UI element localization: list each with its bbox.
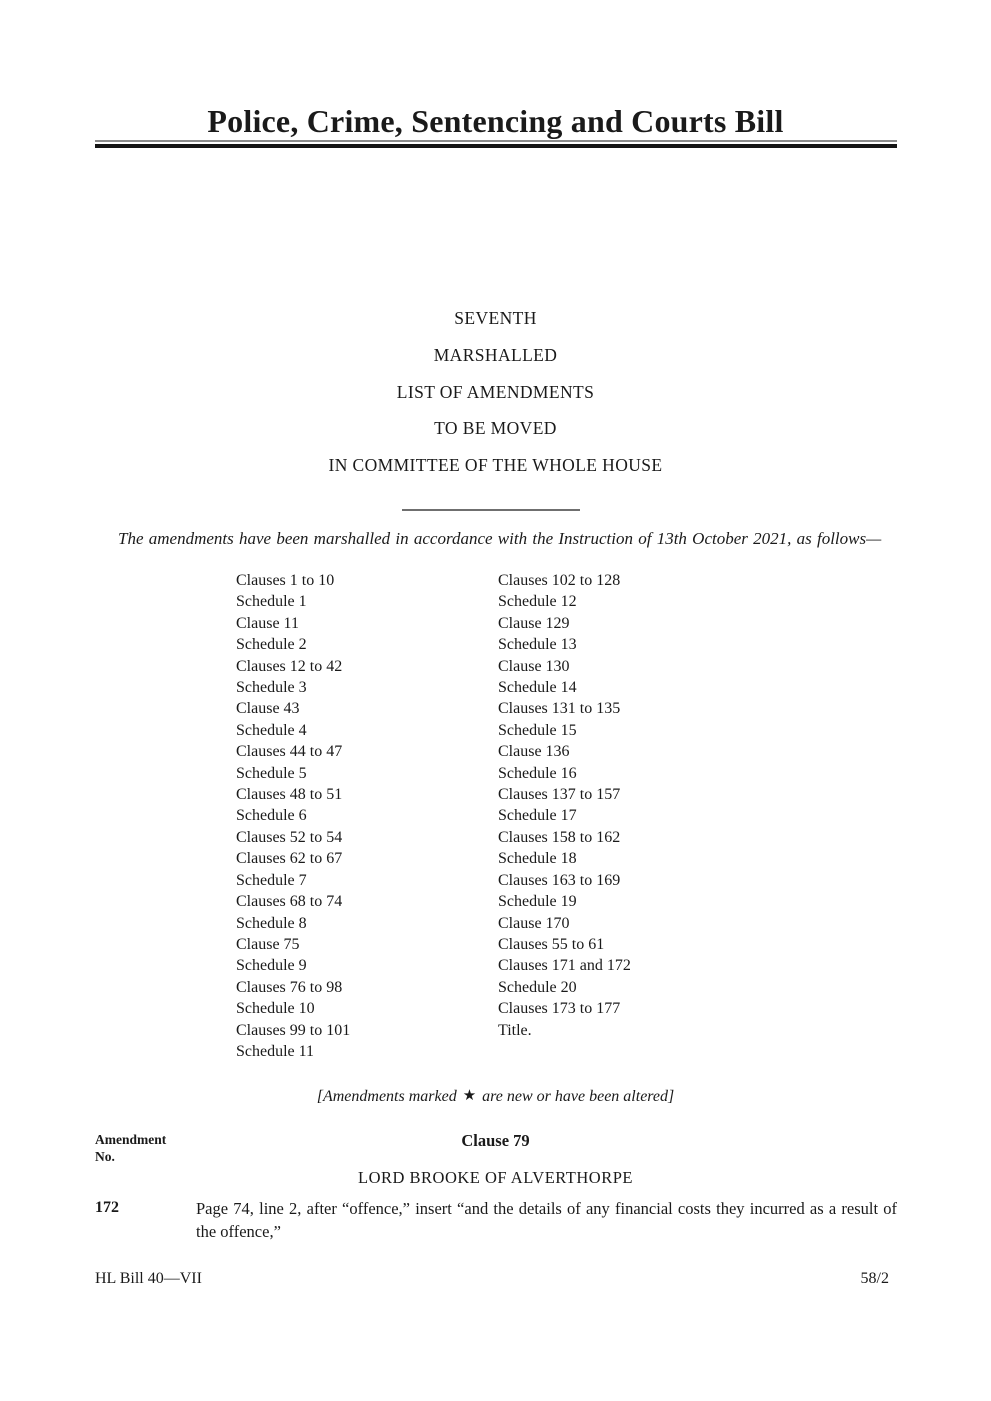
title-rule-thick-line <box>95 144 897 148</box>
star-note-prefix: [Amendments marked <box>316 1088 457 1105</box>
order-item: Schedule 17 <box>498 807 577 825</box>
order-item: Clauses 44 to 47 <box>236 743 343 761</box>
order-item: Schedule 20 <box>498 978 577 996</box>
section-divider-rule <box>402 509 580 511</box>
order-item: Schedule 8 <box>236 914 307 932</box>
document-headings <box>0 300 991 484</box>
heading-line-committee: IN COMMITTEE OF THE WHOLE HOUSE <box>328 455 663 476</box>
order-item: Schedule 7 <box>236 871 307 889</box>
clause-heading: Clause 79 <box>461 1131 530 1150</box>
mover-name: LORD BROOKE OF ALVERTHORPE <box>358 1168 633 1187</box>
order-item: Clauses 1 to 10 <box>236 572 335 589</box>
order-item: Schedule 3 <box>236 679 307 697</box>
title-double-rule <box>95 140 897 148</box>
order-item: Schedule 12 <box>498 593 577 611</box>
order-item: Clause 136 <box>498 743 570 761</box>
footer-bill-number: HL Bill 40—VII <box>95 1270 202 1287</box>
order-item: Clauses 68 to 74 <box>236 893 343 911</box>
order-item: Clauses 158 to 162 <box>498 828 621 846</box>
order-item: Schedule 5 <box>236 764 307 782</box>
order-item: Clauses 55 to 61 <box>498 935 605 953</box>
page-title: Police, Crime, Sentencing and Courts Bill <box>207 103 784 139</box>
footer-page-number: 58/2 <box>860 1270 889 1287</box>
order-item: Clauses 48 to 51 <box>236 786 343 804</box>
star-note <box>0 1087 991 1106</box>
order-item: Schedule 2 <box>236 636 307 654</box>
order-item: Clause 75 <box>236 935 300 953</box>
amendment-no-label-line1: Amendment <box>95 1132 167 1147</box>
order-item: Title. <box>498 1021 532 1039</box>
order-item: Schedule 14 <box>498 679 577 697</box>
order-item: Schedule 9 <box>236 957 307 975</box>
order-item: Schedule 6 <box>236 807 307 825</box>
order-item: Clauses 62 to 67 <box>236 850 343 868</box>
star-icon: ★ <box>462 1088 477 1104</box>
order-item: Clauses 173 to 177 <box>498 1000 621 1018</box>
title-rule-thin-line <box>95 140 897 142</box>
order-item: Clauses 171 and 172 <box>498 957 631 975</box>
marshalling-order-right-column <box>498 570 631 1041</box>
order-item: Clauses 131 to 135 <box>498 700 621 718</box>
order-item: Clauses 12 to 42 <box>236 657 343 675</box>
order-item: Schedule 15 <box>498 721 577 739</box>
order-item: Clause 43 <box>236 700 300 718</box>
amendment-number: 172 <box>95 1199 119 1216</box>
amendment-no-label-line2: No. <box>95 1148 115 1164</box>
marshalling-order-left-column <box>236 570 350 1062</box>
order-item: Clauses 52 to 54 <box>236 828 343 846</box>
order-item: Schedule 11 <box>236 1042 315 1060</box>
order-item: Clauses 137 to 157 <box>498 786 621 804</box>
order-item: Clause 170 <box>498 914 570 932</box>
heading-line-list-of-amendments: LIST OF AMENDMENTS <box>396 381 595 402</box>
order-item: Schedule 13 <box>498 636 577 654</box>
order-item: Schedule 16 <box>498 764 577 782</box>
order-item: Schedule 18 <box>498 850 577 868</box>
order-item: Clauses 76 to 98 <box>236 978 343 996</box>
order-item: Clause 130 <box>498 657 570 675</box>
heading-line-seventh: SEVENTH <box>454 308 537 328</box>
amendment-text: Page 74, line 2, after “offence,” insert “and the details of any financial costs they incurred as a result of the offence,” <box>196 1199 897 1241</box>
order-item: Clauses 102 to 128 <box>498 572 621 589</box>
order-item: Schedule 4 <box>236 721 307 739</box>
order-item: Schedule 10 <box>236 1000 315 1018</box>
order-item: Clause 11 <box>236 614 299 632</box>
star-note-suffix: are new or have been altered] <box>482 1088 675 1105</box>
order-item: Clause 129 <box>498 614 570 632</box>
order-item: Schedule 1 <box>236 593 307 611</box>
order-item: Clauses 99 to 101 <box>236 1021 351 1039</box>
order-item: Schedule 19 <box>498 893 577 911</box>
marshalling-note: The amendments have been marshalled in accordance with the Instruction of 13th October 2021, as follows— <box>118 529 882 548</box>
heading-line-to-be-moved: TO BE MOVED <box>434 418 557 439</box>
heading-line-marshalled: MARSHALLED <box>433 344 558 365</box>
order-item: Clauses 163 to 169 <box>498 871 621 889</box>
